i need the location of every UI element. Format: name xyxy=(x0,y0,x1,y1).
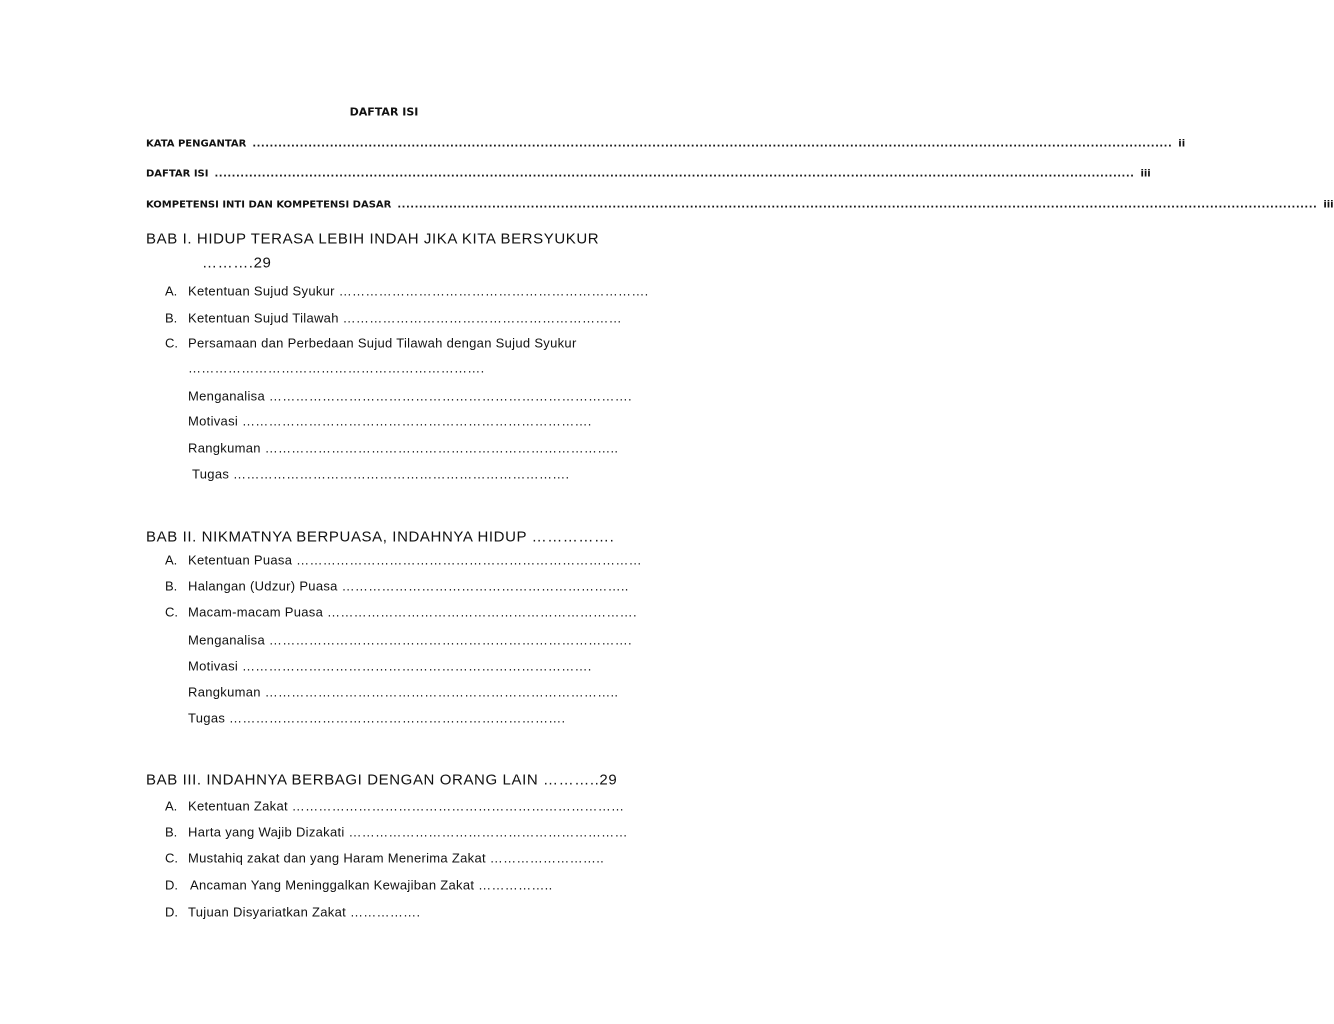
toc-subitem: Rangkuman …………………………………………………………………….. xyxy=(188,684,619,700)
item-letter: C. xyxy=(165,604,178,620)
item-letter: A. xyxy=(165,283,178,299)
entry-label: DAFTAR ISI xyxy=(146,168,209,180)
toc-item: Ancaman Yang Meninggalkan Kewajiban Zakat …………….. xyxy=(190,877,553,893)
toc-item: Ketentuan Sujud Tilawah ……………………………………………………… xyxy=(188,310,622,326)
toc-entry-kompetensi xyxy=(146,199,1334,211)
item-letter: A. xyxy=(165,552,178,568)
toc-item: Ketentuan Zakat ………………………………………………………………… xyxy=(188,798,625,814)
item-letter: A. xyxy=(165,798,178,814)
entry-page: iii xyxy=(1323,199,1334,211)
item-letter: D. xyxy=(165,877,178,893)
toc-subitem: Motivasi ……………………………………………………………………. xyxy=(188,658,592,674)
toc-item: Persamaan dan Perbedaan Sujud Tilawah dengan Sujud Syukur xyxy=(188,335,577,351)
item-letter: D. xyxy=(165,904,178,920)
toc-item: Ketentuan Sujud Syukur ……………………………………………………………. xyxy=(188,283,649,299)
dot-leader: ...................................................................................................................................................................................................................... xyxy=(252,138,1173,150)
toc-item: Ketentuan Puasa …………………………………………………………………… xyxy=(188,552,642,568)
entry-page: iii xyxy=(1140,168,1151,180)
item-letter: C. xyxy=(165,850,178,866)
chapter-1-title: BAB I. HIDUP TERASA LEBIH INDAH JIKA KITA BERSYUKUR xyxy=(146,230,600,248)
toc-subitem: Rangkuman …………………………………………………………………….. xyxy=(188,440,619,456)
toc-item: Mustahiq zakat dan yang Haram Menerima Zakat …………………….. xyxy=(188,850,605,866)
item-letter: B. xyxy=(165,578,178,594)
item-letter: B. xyxy=(165,310,178,326)
toc-subitem: Tugas …………………………………………………………………. xyxy=(192,466,570,482)
toc-subitem: Tugas …………………………………………………………………. xyxy=(188,710,566,726)
dot-leader: …………………………………………………………. xyxy=(188,360,485,376)
toc-item: Halangan (Udzur) Puasa ……………………………………………………….. xyxy=(188,578,629,594)
toc-subitem: Menganalisa ………………………………………………………………………. xyxy=(188,632,632,648)
entry-label: KOMPETENSI INTI DAN KOMPETENSI DASAR xyxy=(146,199,392,211)
toc-subitem: Menganalisa ………………………………………………………………………. xyxy=(188,388,632,404)
entry-page: ii xyxy=(1178,138,1186,150)
toc-item: Harta yang Wajib Dizakati ……………………………………………………… xyxy=(188,824,628,840)
page-title: DAFTAR ISI xyxy=(349,105,419,119)
dot-leader: ...................................................................................................................................................................................................................... xyxy=(397,199,1318,211)
item-letter: C. xyxy=(165,335,178,351)
toc-item: Macam-macam Puasa ……………………………………………………………. xyxy=(188,604,637,620)
entry-label: KATA PENGANTAR xyxy=(146,138,247,150)
toc-subitem: Motivasi ……………………………………………………………………. xyxy=(188,413,592,429)
toc-entry-daftar-isi xyxy=(146,168,1151,180)
toc-item: Tujuan Disyariatkan Zakat ……………. xyxy=(188,904,421,920)
chapter-1-page: ……….29 xyxy=(202,254,272,272)
dot-leader: ...................................................................................................................................................................................................................... xyxy=(214,168,1135,180)
toc-entry-kata-pengantar xyxy=(146,138,1186,150)
chapter-2-title: BAB II. NIKMATNYA BERPUASA, INDAHNYA HIDUP ……………. xyxy=(146,528,615,546)
item-letter: B. xyxy=(165,824,178,840)
chapter-3-title: BAB III. INDAHNYA BERBAGI DENGAN ORANG LAIN ………..29 xyxy=(146,771,618,789)
